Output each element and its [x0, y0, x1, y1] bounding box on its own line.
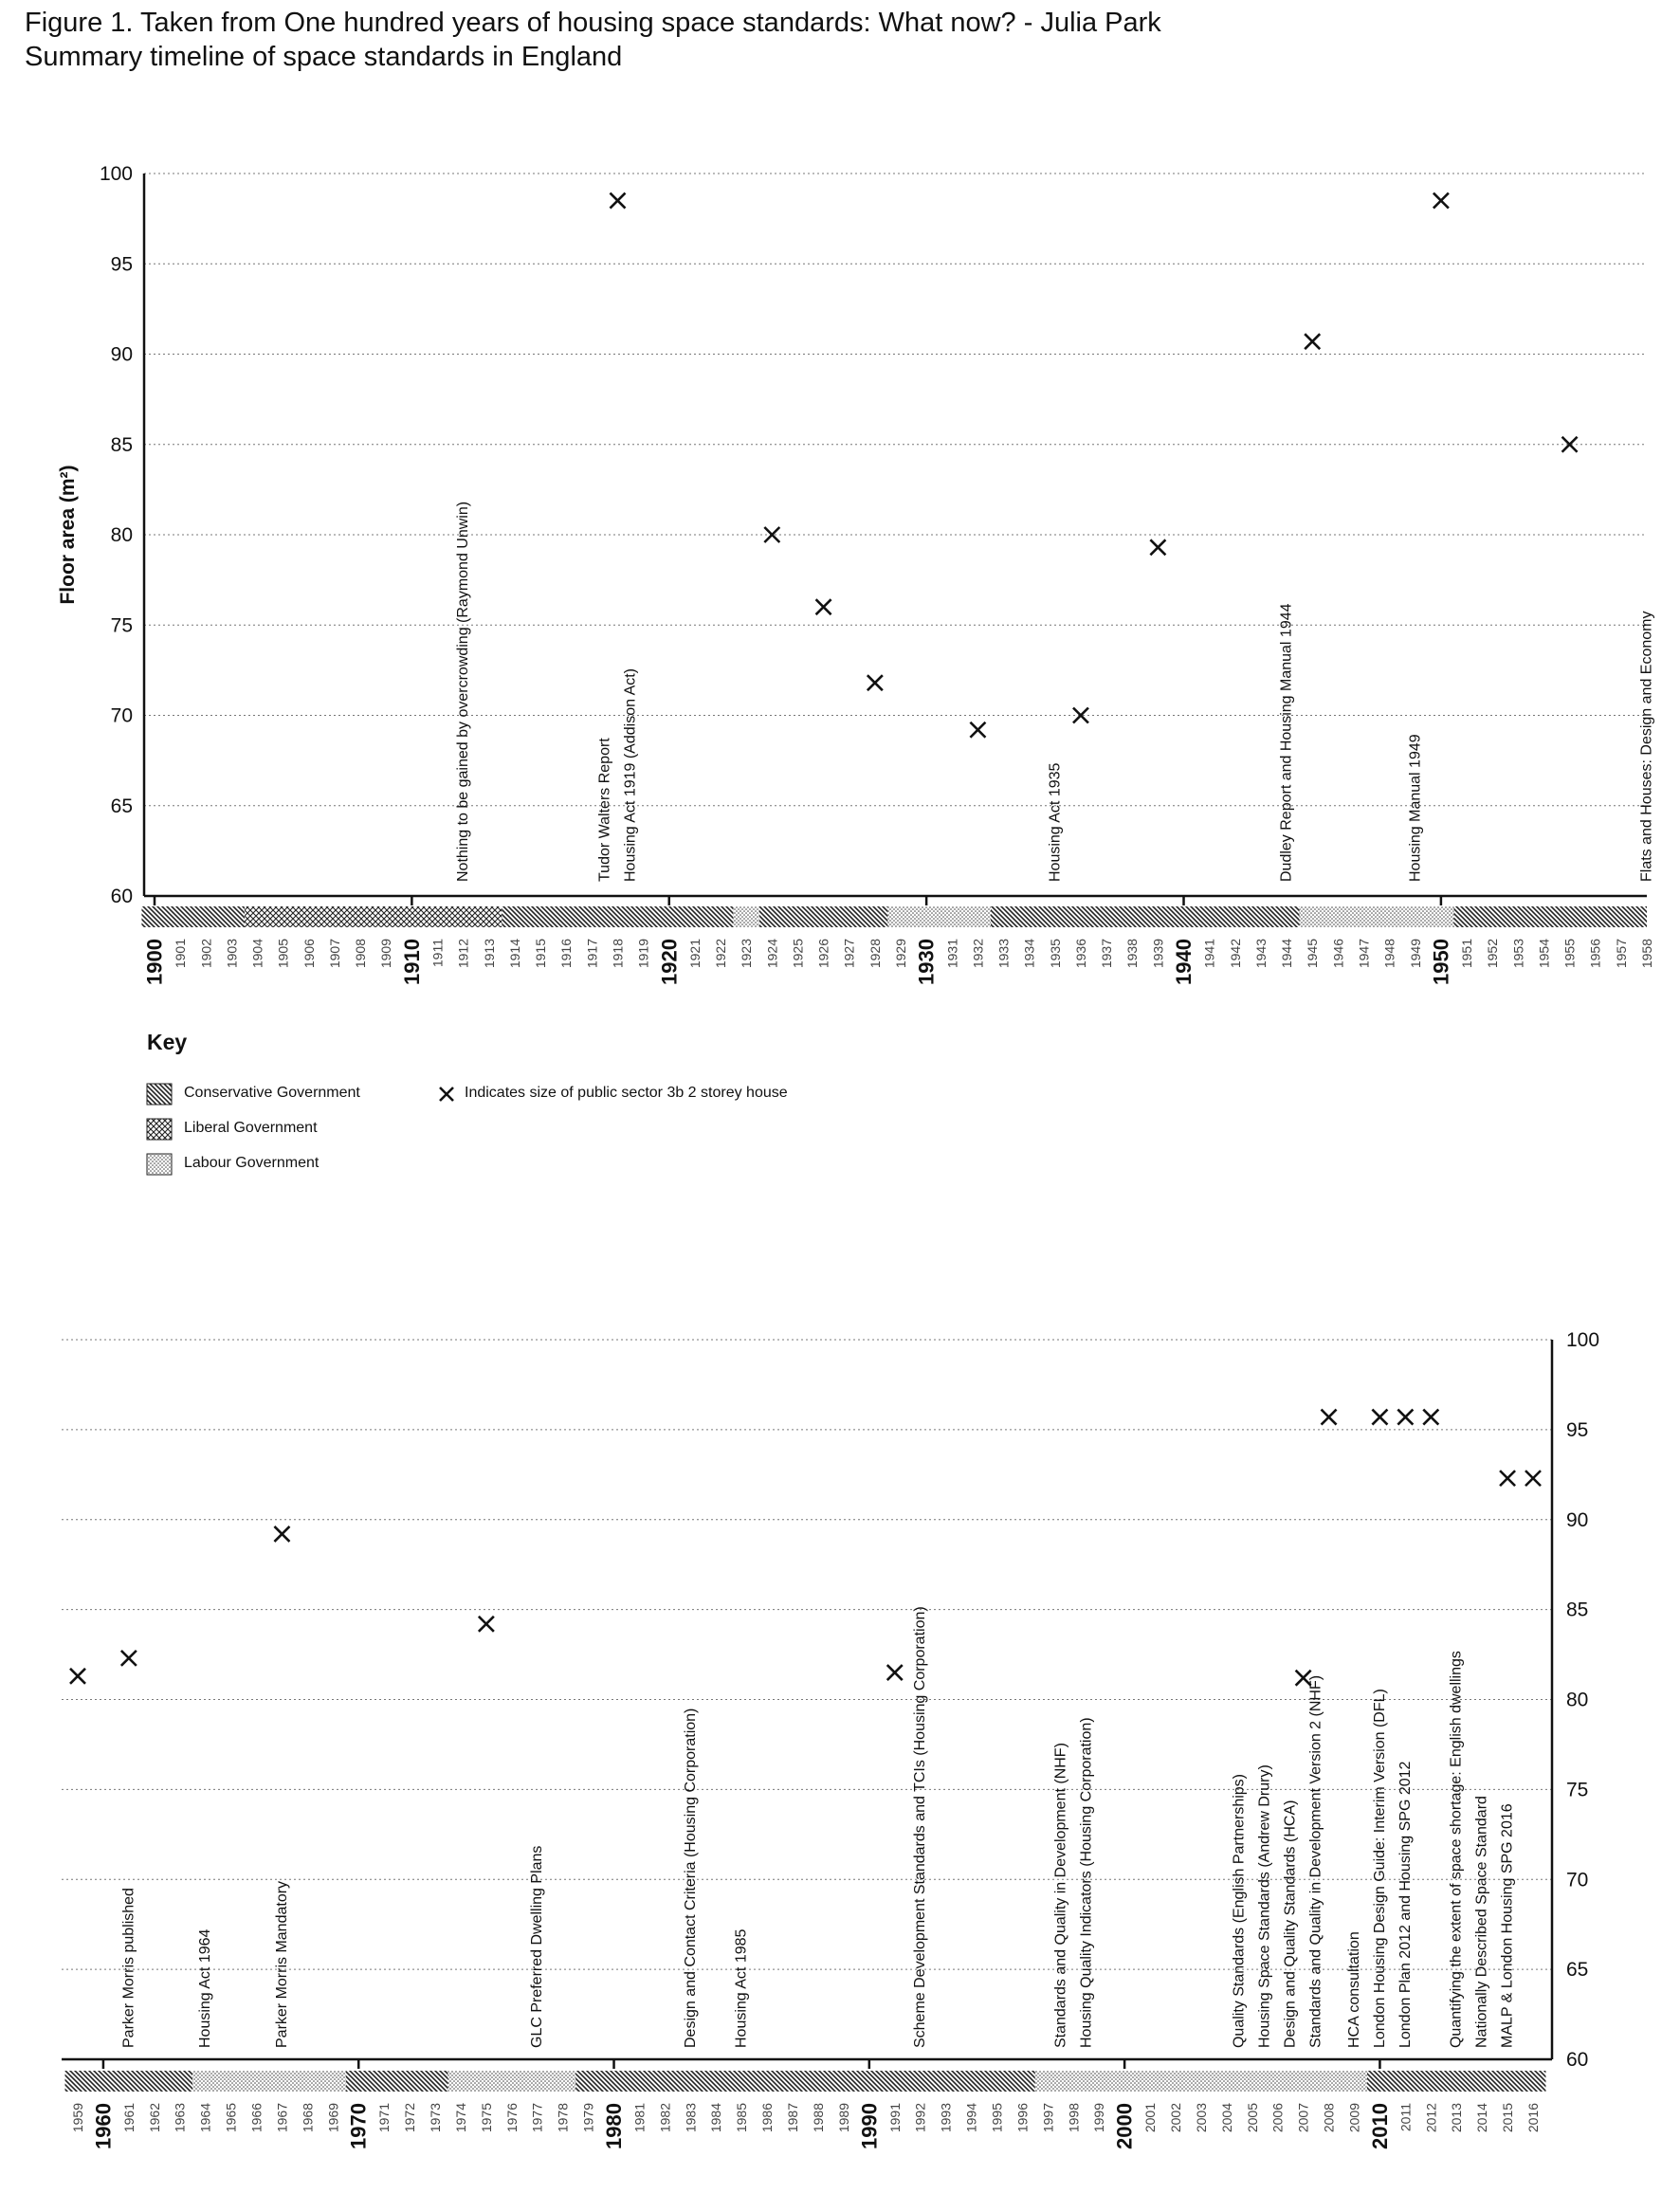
y-tick-label: 70: [110, 704, 133, 727]
y-tick-label: 85: [1566, 1599, 1589, 1621]
annotation-label: Housing Manual 1949: [1407, 734, 1424, 882]
annotation-label: Parker Morris published: [120, 1888, 137, 2048]
y-tick-label: 100: [1566, 1329, 1600, 1351]
y-tick-label: 65: [1566, 1959, 1589, 1982]
x-tick-label: 1984: [708, 2103, 724, 2133]
x-tick-label: 1987: [785, 2103, 801, 2133]
annotation-label: Housing Act 1964: [197, 1928, 214, 2048]
y-tick-label: 80: [1566, 1689, 1589, 1711]
x-tick-label: 2010: [1367, 2103, 1392, 2149]
x-tick-label: 1914: [506, 939, 522, 969]
data-marker: [1433, 193, 1449, 209]
x-tick-label: 2011: [1397, 2103, 1414, 2132]
government-bar-conservative: [65, 2071, 193, 2092]
x-tick-label: 1954: [1536, 939, 1552, 969]
x-tick-label: 1928: [867, 939, 883, 969]
x-tick-label: 1981: [631, 2103, 648, 2133]
x-tick-label: 1973: [428, 2103, 444, 2133]
x-tick-label: 1934: [1021, 939, 1037, 969]
x-tick-label: 2005: [1244, 2103, 1260, 2133]
x-tick-label: 1939: [1150, 939, 1166, 969]
x-tick-label: 1919: [635, 939, 651, 969]
data-marker: [816, 599, 831, 614]
annotation-label: London Plan 2012 and Housing SPG 2012: [1397, 1761, 1414, 2048]
annotation-label: London Housing Design Guide: Interim Version (DFL): [1371, 1689, 1388, 2048]
government-bar-conservative: [1453, 906, 1647, 927]
y-tick-label: 80: [110, 524, 133, 546]
x-tick-label: 1976: [503, 2103, 520, 2133]
annotation-label: Design and Contact Criteria (Housing Corporation): [682, 1708, 699, 2048]
annotation-label: Quality Standards (English Partnerships): [1231, 1773, 1248, 2048]
x-tick-label: 1917: [584, 939, 600, 969]
annotation-label: Flats and Houses: Design and Economy: [1638, 611, 1655, 882]
y-tick-label: 65: [110, 795, 133, 817]
figure-subtitle: Summary timeline of space standards in England: [25, 42, 623, 72]
x-tick-label: 1982: [657, 2103, 673, 2133]
x-tick-label: 1956: [1587, 939, 1603, 969]
key-label-conservative: Conservative Government: [184, 1085, 360, 1101]
government-bar-labour: [734, 906, 759, 927]
y-tick-label: 90: [1566, 1508, 1589, 1531]
x-tick-label: 1903: [224, 939, 240, 969]
x-tick-label: 1988: [810, 2103, 826, 2133]
x-tick-label: 1986: [759, 2103, 776, 2133]
x-tick-label: 1936: [1072, 939, 1088, 969]
x-tick-label: 1937: [1099, 939, 1115, 969]
x-tick-label: 2014: [1474, 2103, 1490, 2133]
data-marker: [610, 193, 625, 209]
x-tick-label: 1992: [912, 2103, 928, 2133]
x-tick-label: 1971: [376, 2103, 393, 2133]
government-bar-conservative: [575, 2071, 1035, 2092]
government-bar-labour: [192, 2071, 346, 2092]
annotation-label: Housing Act 1985: [733, 1928, 750, 2048]
key-label-marker: Indicates size of public sector 3b 2 storey house: [465, 1085, 788, 1101]
x-tick-label: 1930: [914, 939, 939, 985]
chart-2: [62, 1329, 1599, 2149]
x-tick-label: 1921: [686, 939, 703, 969]
key-label-liberal: Liberal Government: [184, 1120, 318, 1136]
x-tick-label: 1975: [478, 2103, 494, 2133]
x-tick-label: 1922: [713, 939, 729, 969]
key-swatch-labour: [147, 1154, 172, 1175]
annotation-label: Standards and Quality in Development (NHF): [1052, 1743, 1069, 2048]
annotation-label: Housing Space Standards (Andrew Drury): [1256, 1764, 1273, 2048]
x-tick-label: 1966: [248, 2103, 265, 2133]
x-tick-label: 2012: [1423, 2103, 1439, 2133]
x-tick-label: 1960: [91, 2103, 116, 2149]
x-tick-label: 1955: [1561, 939, 1578, 969]
x-tick-label: 1959: [70, 2103, 85, 2133]
x-tick-label: 1963: [172, 2103, 188, 2133]
annotation-label: Nothing to be gained by overcrowding (Raymond Unwin): [455, 501, 472, 882]
x-tick-label: 1945: [1305, 939, 1321, 969]
y-tick-label: 60: [1566, 2049, 1589, 2071]
x-tick-label: 1940: [1172, 939, 1196, 985]
x-tick-label: 1904: [249, 939, 265, 969]
x-tick-label: 2004: [1218, 2103, 1234, 2133]
annotation-label: Tudor Walters Report: [596, 738, 613, 882]
x-tick-label: 1915: [533, 939, 549, 969]
x-tick-label: 1969: [325, 2103, 341, 2133]
government-bar-labour: [447, 2071, 575, 2092]
key-title: Key: [147, 1030, 188, 1054]
x-tick-label: 1902: [198, 939, 214, 969]
data-marker: [1150, 539, 1165, 555]
annotation-label: MALP & London Housing SPG 2016: [1499, 1803, 1516, 2048]
x-tick-label: 2002: [1167, 2103, 1183, 2133]
annotation-label: Scheme Development Standards and TCIs (Housing Corporation): [912, 1606, 929, 2048]
x-tick-label: 2000: [1112, 2103, 1137, 2149]
x-tick-label: 1958: [1639, 939, 1654, 969]
x-tick-label: 1989: [835, 2103, 851, 2133]
x-tick-label: 1911: [429, 939, 446, 968]
x-tick-label: 1972: [402, 2103, 418, 2133]
data-marker: [1397, 1410, 1413, 1425]
y-tick-label: 75: [110, 614, 133, 637]
key-swatch-conservative: [147, 1084, 172, 1105]
x-tick-label: 2001: [1142, 2103, 1159, 2133]
x-tick-label: 1931: [944, 939, 960, 969]
x-tick-label: 1941: [1201, 939, 1217, 969]
x-tick-label: 1908: [353, 939, 369, 969]
x-tick-label: 1900: [142, 939, 167, 985]
government-bar-conservative: [502, 906, 733, 927]
government-bar-labour: [1300, 906, 1454, 927]
x-tick-label: 1906: [301, 939, 317, 969]
x-tick-label: 1935: [1047, 939, 1063, 969]
x-tick-label: 1997: [1040, 2103, 1056, 2133]
x-tick-label: 1977: [529, 2103, 545, 2133]
x-tick-label: 1932: [970, 939, 986, 969]
x-tick-label: 1953: [1510, 939, 1526, 969]
x-tick-label: 1950: [1429, 939, 1453, 985]
x-tick-label: 1927: [841, 939, 857, 969]
government-bar-conservative: [1367, 2071, 1546, 2092]
government-bar-conservative: [991, 906, 1300, 927]
x-tick-label: 1918: [610, 939, 626, 969]
x-tick-label: 1994: [963, 2103, 979, 2133]
x-tick-label: 1979: [580, 2103, 596, 2133]
annotation-label: Housing Act 1919 (Addison Act): [622, 667, 639, 882]
data-marker: [1073, 708, 1088, 723]
x-tick-label: 1947: [1356, 939, 1372, 969]
annotation-label: Parker Morris Mandatory: [273, 1880, 290, 2048]
x-tick-label: 1949: [1407, 939, 1423, 969]
x-tick-label: 1970: [346, 2103, 371, 2149]
data-marker: [1372, 1410, 1387, 1425]
x-tick-label: 1943: [1252, 939, 1269, 969]
y-tick-label: 95: [1566, 1418, 1589, 1441]
data-marker: [1525, 1471, 1541, 1486]
data-marker: [274, 1526, 289, 1542]
government-bar-conservative: [141, 906, 245, 927]
x-tick-label: 1916: [558, 939, 575, 969]
x-tick-label: 1925: [790, 939, 806, 969]
x-tick-label: 1946: [1330, 939, 1346, 969]
x-tick-label: 1978: [555, 2103, 571, 2133]
y-axis-label: Floor area (m²): [57, 465, 79, 605]
x-tick-label: 1944: [1279, 939, 1295, 969]
x-tick-label: 1961: [120, 2103, 137, 2133]
x-tick-label: 1967: [274, 2103, 290, 2133]
x-tick-label: 1985: [734, 2103, 750, 2133]
annotation-label: GLC Preferred Dwelling Plans: [529, 1845, 546, 2048]
x-tick-label: 1924: [764, 939, 780, 969]
data-marker: [1562, 437, 1578, 452]
x-tick-label: 1974: [452, 2103, 468, 2133]
government-bar-conservative: [346, 2071, 448, 2092]
y-tick-label: 60: [110, 886, 133, 907]
x-tick-label: 1907: [326, 939, 342, 969]
x-tick-label: 2013: [1449, 2103, 1465, 2133]
data-marker: [970, 722, 985, 738]
x-tick-label: 2007: [1295, 2103, 1311, 2133]
annotation-label: Standards and Quality in Development Version 2 (NHF): [1307, 1674, 1324, 2048]
x-tick-label: 2008: [1321, 2103, 1337, 2133]
x-tick-label: 1965: [223, 2103, 239, 2133]
x-tick-label: 1905: [275, 939, 291, 969]
y-tick-label: 75: [1566, 1779, 1589, 1801]
annotation-label: Design and Quality Standards (HCA): [1282, 1800, 1299, 2048]
data-marker: [867, 675, 883, 690]
data-marker: [887, 1665, 903, 1680]
x-tick-label: 2006: [1269, 2103, 1286, 2133]
x-tick-label: 1909: [378, 939, 394, 969]
x-tick-label: 1951: [1459, 939, 1475, 969]
x-tick-label: 1980: [602, 2103, 627, 2149]
data-marker: [70, 1669, 85, 1684]
x-tick-label: 1995: [989, 2103, 1005, 2133]
data-marker: [121, 1651, 137, 1666]
key-swatch-liberal: [147, 1119, 172, 1140]
annotation-label: Housing Quality Indicators (Housing Corporation): [1078, 1717, 1095, 2048]
x-tick-label: 2009: [1346, 2103, 1362, 2133]
x-tick-label: 1933: [995, 939, 1012, 969]
x-tick-label: 1948: [1381, 939, 1397, 969]
y-tick-label: 100: [99, 163, 133, 185]
x-tick-label: 1942: [1227, 939, 1243, 969]
key-label-labour: Labour Government: [184, 1155, 320, 1171]
y-tick-label: 85: [110, 433, 133, 456]
government-bar-labour: [887, 906, 991, 927]
y-tick-label: 70: [1566, 1869, 1589, 1891]
x-tick-label: 1910: [399, 939, 424, 985]
key-cross-icon: [440, 1087, 453, 1101]
x-tick-label: 1993: [938, 2103, 954, 2133]
annotation-label: Quantifying the extent of space shortage: English dwellings: [1448, 1651, 1465, 2048]
figure-title: Figure 1. Taken from One hundred years of housing space standards: What now? - Julia Park: [25, 8, 1161, 38]
x-tick-label: 1923: [739, 939, 755, 969]
annotation-label: HCA consultation: [1345, 1931, 1362, 2048]
x-tick-label: 2003: [1193, 2103, 1209, 2133]
x-tick-label: 1929: [893, 939, 908, 969]
x-tick-label: 1952: [1485, 939, 1501, 969]
x-tick-label: 2015: [1500, 2103, 1516, 2133]
x-tick-label: 1962: [146, 2103, 162, 2133]
x-tick-label: 1998: [1066, 2103, 1082, 2133]
government-bar-conservative: [759, 906, 888, 927]
annotation-label: Housing Act 1935: [1047, 762, 1064, 882]
x-tick-label: 1964: [197, 2103, 213, 2133]
data-marker: [479, 1617, 494, 1632]
chart-1: [57, 163, 1655, 985]
y-tick-label: 95: [110, 253, 133, 276]
x-tick-label: 1983: [683, 2103, 699, 2133]
x-tick-label: 1991: [886, 2103, 903, 2133]
x-tick-label: 1957: [1613, 939, 1629, 969]
x-tick-label: 1999: [1091, 2103, 1107, 2133]
data-marker: [1305, 334, 1320, 349]
x-tick-label: 2016: [1525, 2103, 1541, 2133]
data-marker: [1322, 1410, 1337, 1425]
y-tick-label: 90: [110, 343, 133, 366]
x-tick-label: 1926: [815, 939, 831, 969]
x-tick-label: 1912: [455, 939, 471, 969]
x-tick-label: 1901: [173, 939, 189, 969]
government-bar-labour: [1035, 2071, 1367, 2092]
government-bar-liberal: [245, 906, 502, 927]
x-tick-label: 1920: [657, 939, 682, 985]
x-tick-label: 1990: [857, 2103, 882, 2149]
x-tick-label: 1996: [1014, 2103, 1031, 2133]
data-marker: [1500, 1471, 1515, 1486]
annotation-label: Nationally Described Space Standard: [1473, 1796, 1490, 2048]
x-tick-label: 1968: [300, 2103, 316, 2133]
x-tick-label: 1913: [481, 939, 497, 969]
x-tick-label: 1938: [1124, 939, 1141, 969]
annotation-label: Dudley Report and Housing Manual 1944: [1278, 603, 1295, 882]
data-marker: [1423, 1410, 1438, 1425]
